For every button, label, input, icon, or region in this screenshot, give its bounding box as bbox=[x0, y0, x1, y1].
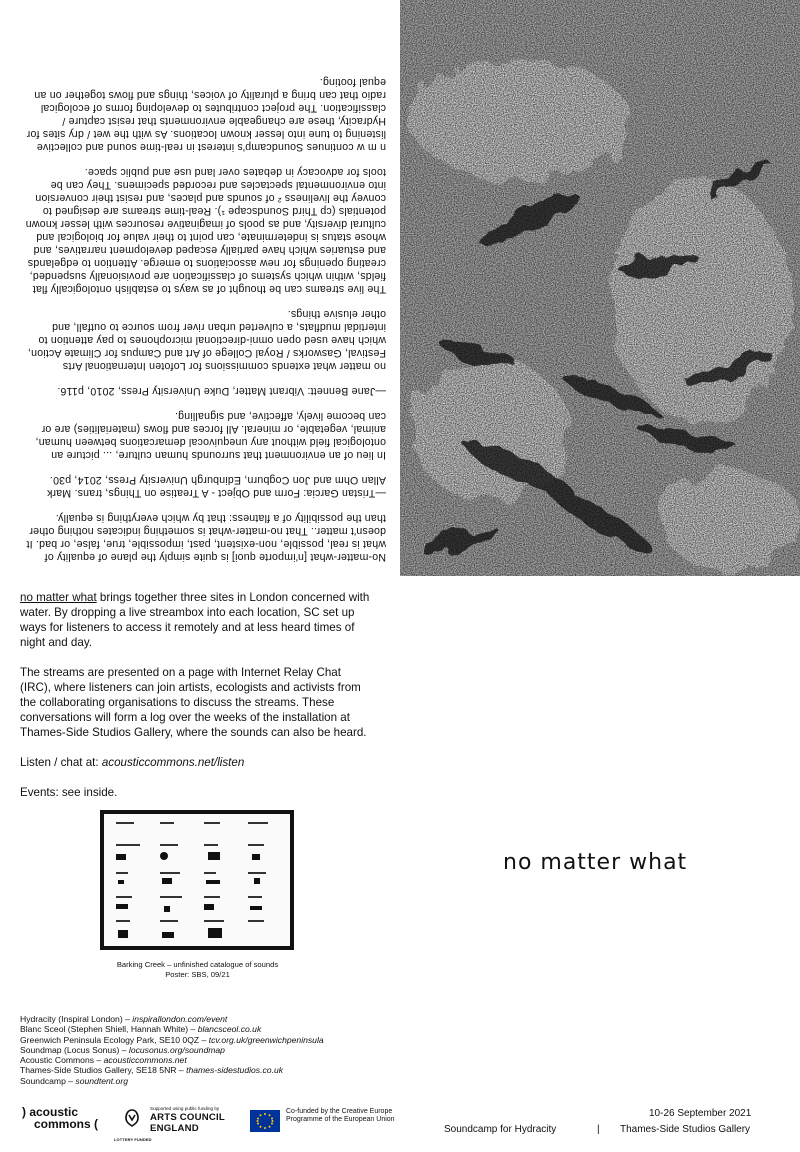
link-row: Soundcamp – soundtent.org bbox=[20, 1075, 128, 1086]
intro-p1-rest: brings together three sites in London concerned with water. By dropping a live streambox into each location, SC set up ways for listeners to access it remotely and at less heard times of night and day. bbox=[20, 591, 370, 649]
upside-down-text-block bbox=[0, 0, 400, 575]
eu-text: Co-funded by the Creative Europe Programme of the European Union bbox=[286, 1108, 395, 1124]
link-url[interactable]: thames-sidestudios.co.uk bbox=[186, 1065, 284, 1076]
flipped-body-1: no matter what extends commissions for Lofoten International Arts Festival, Gasworks / Royal College of Art and Campus for Climate Action, which have used open omni-directional microphones to pay attention to intertidal mudflats, a culverted urban river from source to outfall, and other elusive things. bbox=[27, 308, 386, 372]
lottery-hand-icon bbox=[118, 1108, 146, 1132]
link-row: Acoustic Commons – acousticcommons.net bbox=[20, 1055, 187, 1066]
flipped-paragraphs bbox=[24, 3, 386, 563]
link-url[interactable]: inspirallondon.com/event bbox=[132, 1014, 228, 1024]
project-name-link[interactable]: no matter what bbox=[20, 591, 97, 604]
events-line: Events: see inside. bbox=[20, 786, 118, 799]
footer-separator: | bbox=[597, 1124, 600, 1135]
link-url[interactable]: blancsceol.co.uk bbox=[197, 1024, 262, 1035]
listen-line bbox=[20, 755, 375, 770]
intro-text bbox=[20, 590, 375, 815]
poster-caption bbox=[60, 960, 335, 980]
lottery-label: LOTTERY FUNDED bbox=[114, 1137, 152, 1142]
link-row: Blanc Sceol (Stephen Shiell, Hannah White) – blancsceol.co.uk bbox=[20, 1024, 262, 1035]
links-list bbox=[20, 1014, 324, 1086]
link-url[interactable]: acousticcommons.net bbox=[103, 1055, 187, 1066]
link-row: Soundmap (Locus Sonus) – locusonus.org/soundmap bbox=[20, 1044, 225, 1055]
link-url[interactable]: locusonus.org/soundmap bbox=[128, 1044, 225, 1055]
flipped-quote-2: In lieu of an environment that surrounds human culture, ... picture an ontological field without any unequivocal demarcations between human, animal, vegetable, or mineral. All forces and flows (materialities) are or can become lively, affective, and signalling. bbox=[35, 410, 386, 461]
link-row: Thames-Side Studios Gallery, SE18 5NR – thames-sidestudios.co.uk bbox=[20, 1065, 284, 1076]
intro-paragraph-1 bbox=[20, 590, 375, 650]
flipped-quote-1: No-matter-what [n'importe quoi] is quite simply the plane of equality of what is real, possible, non-existent, past, impossible, true, false, or bad. It doesn't matter.. That no-matter-what is something indicates nothing other than the possibility of a flatness: that by which everything is equally. bbox=[26, 512, 386, 563]
org-name: Soundcamp for Hydracity bbox=[444, 1124, 557, 1135]
poster-thumbnail bbox=[100, 810, 294, 950]
flipped-body-2: The live streams can be thought of as ways to establish ontologically flat fields, within which systems of classification are provisionally suspended, creating openings for new associations to emerge. Attention to edgelands and estuaries which have partially escaped development narratives, and whose status is indeterminate, can point to their value for biological and cultural diversity, and as pools of imaginative resources with lesser known potentials (cp Third Soundscape ¹). Real-time streams are designed to convey the liveliness ² of sounds and places, and resist their conversion into environmental spectacles and recorded specimens. They can be tools for advocacy in debates over land use and public space. bbox=[25, 166, 386, 295]
caption-line-1: Barking Creek – unfinished catalogue of sounds bbox=[116, 960, 279, 969]
flipped-cite-1: —Tristan Garcia: Form and Object - A Treatise on Things, trans. Mark Allan Ohm and Jon Cogburn, Edinburgh University Press, 2014, p30. bbox=[46, 474, 386, 499]
listen-link[interactable]: acousticcommons.net/listen bbox=[101, 756, 245, 769]
flipped-body-3: n m w continues Soundcamp's interest in real-time sound and collective listening to tune into lesser known locations. As with the wet / dry sites for Hydracity, these are changeable environments that resist capture / classification. The project contributes to developing forms of ecological radio that can bring a plurality of voices, things and flows together on an equal footing. bbox=[26, 76, 386, 153]
arts-council-logo: Supported using public funding by ARTS COUNCIL ENGLAND bbox=[150, 1106, 225, 1134]
intro-paragraph-2: The streams are presented on a page with Internet Relay Chat (IRC), where listeners can join artists, ecologists and activists from the collaborating organisations to discuss the streams. These conversations will form a log over the weeks of the installation at Thames-Side Studios Gallery, where the sounds can also be heard. bbox=[20, 666, 367, 739]
link-url[interactable]: tcv.org.uk/greenwichpeninsula bbox=[208, 1034, 324, 1045]
lottery-logo bbox=[114, 1108, 152, 1144]
page-title: no matter what bbox=[503, 850, 688, 875]
listen-label: Listen / chat at: bbox=[20, 756, 102, 769]
venue-name: Thames-Side Studios Gallery bbox=[620, 1124, 751, 1135]
eu-flag-icon bbox=[250, 1110, 280, 1132]
mudflat-photo bbox=[400, 0, 800, 576]
vertical-credits bbox=[364, 0, 378, 575]
link-row: Greenwich Peninsula Ecology Park, SE10 0QZ – tcv.org.uk/greenwichpeninsula bbox=[20, 1034, 324, 1045]
event-dates: 10-26 September 2021 bbox=[649, 1108, 752, 1119]
acoustic-commons-logo: ) acoustic commons ( bbox=[22, 1105, 99, 1131]
poster-image bbox=[104, 814, 290, 946]
link-row: Hydracity (Inspiral London) – inspirallondon.com/event bbox=[20, 1014, 228, 1024]
caption-line-2: Poster: SBS, 09/21 bbox=[165, 970, 230, 979]
link-url[interactable]: soundtent.org bbox=[75, 1075, 128, 1086]
flipped-cite-2: —Jane Bennett: Vibrant Matter, Duke University Press, 2010, p116. bbox=[57, 385, 386, 397]
